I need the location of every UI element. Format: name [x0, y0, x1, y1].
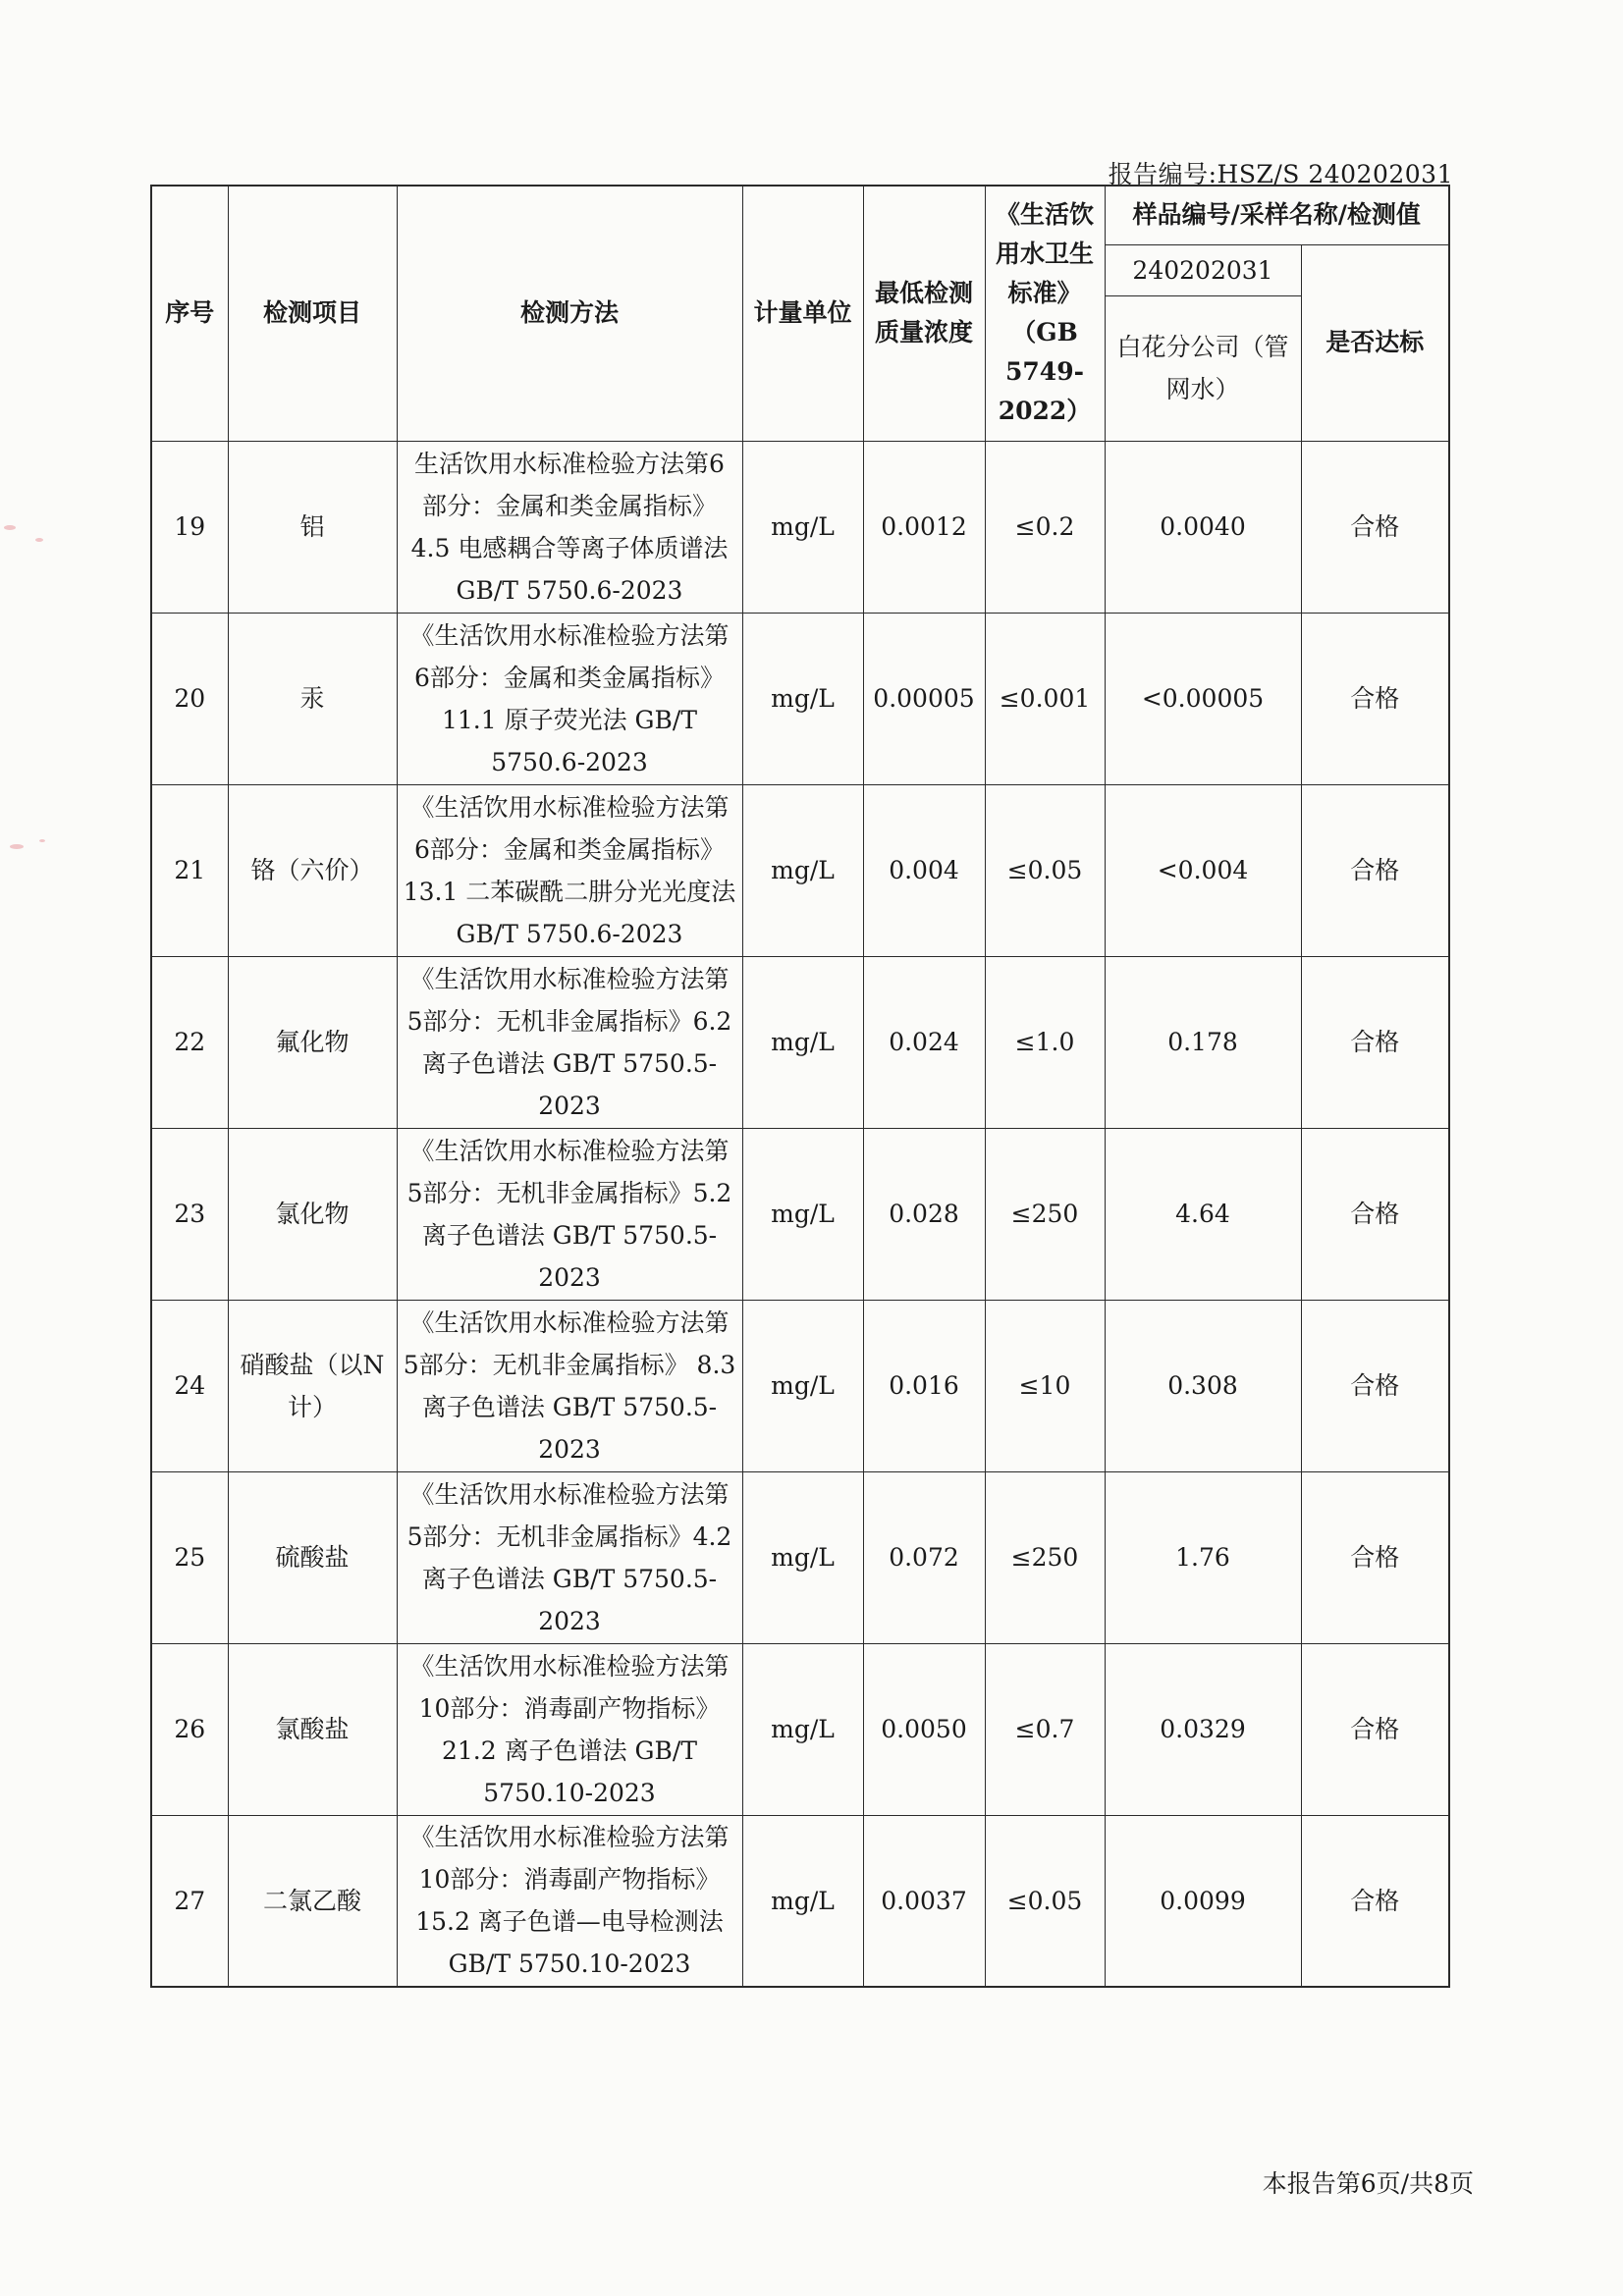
- table-row: [151, 1128, 1449, 1300]
- table-row: [151, 441, 1449, 613]
- row-min-conc: 0.072: [863, 1471, 985, 1643]
- scan-mark: [35, 538, 43, 542]
- row-item: 氟化物: [228, 956, 397, 1128]
- row-min-conc: 0.0037: [863, 1815, 985, 1987]
- row-pass: 合格: [1301, 1815, 1449, 1987]
- row-method: 《生活饮用水标准检验方法第6部分：金属和类金属指标》13.1 二苯碳酰二肼分光光度法 GB/T 5750.6-2023: [397, 784, 742, 956]
- row-value: 0.0040: [1105, 441, 1301, 613]
- row-item: 氯酸盐: [228, 1643, 397, 1815]
- row-pass: 合格: [1301, 1300, 1449, 1471]
- row-method: 生活饮用水标准检验方法第6部分：金属和类金属指标》4.5 电感耦合等离子体质谱法 GB/T 5750.6-2023: [397, 441, 742, 613]
- scan-mark: [4, 525, 16, 530]
- row-unit: mg/L: [742, 1815, 863, 1987]
- row-unit: mg/L: [742, 956, 863, 1128]
- row-min-conc: 0.028: [863, 1128, 985, 1300]
- row-min-conc: 0.00005: [863, 613, 985, 784]
- report-number: 报告编号:HSZ/S 240202031: [1108, 160, 1453, 188]
- row-min-conc: 0.024: [863, 956, 985, 1128]
- row-method: 《生活饮用水标准检验方法第5部分：无机非金属指标》6.2 离子色谱法 GB/T 5750.5-2023: [397, 956, 742, 1128]
- row-item: 汞: [228, 613, 397, 784]
- row-limit: ≤250: [985, 1471, 1105, 1643]
- row-method: 《生活饮用水标准检验方法第6部分：金属和类金属指标》11.1 原子荧光法 GB/T 5750.6-2023: [397, 613, 742, 784]
- row-unit: mg/L: [742, 613, 863, 784]
- row-seq: 27: [151, 1815, 228, 1987]
- row-limit: ≤0.001: [985, 613, 1105, 784]
- row-min-conc: 0.016: [863, 1300, 985, 1471]
- row-limit: ≤0.2: [985, 441, 1105, 613]
- row-limit: ≤0.05: [985, 784, 1105, 956]
- row-seq: 20: [151, 613, 228, 784]
- table-row: [151, 1643, 1449, 1815]
- row-value: 0.0329: [1105, 1643, 1301, 1815]
- row-limit: ≤0.05: [985, 1815, 1105, 1987]
- col-header-seq: 序号: [151, 186, 228, 441]
- row-min-conc: 0.0012: [863, 441, 985, 613]
- row-seq: 24: [151, 1300, 228, 1471]
- col-header-method: 检测方法: [397, 186, 742, 441]
- row-seq: 19: [151, 441, 228, 613]
- row-method: 《生活饮用水标准检验方法第10部分：消毒副产物指标》 15.2 离子色谱—电导检测法 GB/T 5750.10-2023: [397, 1815, 742, 1987]
- row-value: 0.0099: [1105, 1815, 1301, 1987]
- sample-id: 240202031: [1105, 244, 1301, 295]
- row-pass: 合格: [1301, 956, 1449, 1128]
- table-row: [151, 956, 1449, 1128]
- row-min-conc: 0.0050: [863, 1643, 985, 1815]
- row-limit: ≤10: [985, 1300, 1105, 1471]
- row-unit: mg/L: [742, 1300, 863, 1471]
- col-header-pass: 是否达标: [1301, 244, 1449, 441]
- row-unit: mg/L: [742, 1128, 863, 1300]
- row-value: <0.004: [1105, 784, 1301, 956]
- row-unit: mg/L: [742, 784, 863, 956]
- row-unit: mg/L: [742, 441, 863, 613]
- scan-mark: [10, 844, 24, 849]
- sample-name: 白花分公司（管网水）: [1105, 295, 1301, 441]
- row-min-conc: 0.004: [863, 784, 985, 956]
- row-value: 4.64: [1105, 1128, 1301, 1300]
- row-unit: mg/L: [742, 1471, 863, 1643]
- table-row: [151, 1815, 1449, 1987]
- row-item: 硝酸盐（以N计）: [228, 1300, 397, 1471]
- row-pass: 合格: [1301, 1643, 1449, 1815]
- row-pass: 合格: [1301, 441, 1449, 613]
- table-row: [151, 784, 1449, 956]
- row-unit: mg/L: [742, 1643, 863, 1815]
- row-seq: 23: [151, 1128, 228, 1300]
- scan-mark: [39, 839, 45, 842]
- col-header-item: 检测项目: [228, 186, 397, 441]
- row-value: 0.308: [1105, 1300, 1301, 1471]
- col-header-unit: 计量单位: [742, 186, 863, 441]
- row-seq: 26: [151, 1643, 228, 1815]
- table-row: [151, 1300, 1449, 1471]
- row-method: 《生活饮用水标准检验方法第5部分：无机非金属指标》4.2 离子色谱法 GB/T 5750.5-2023: [397, 1471, 742, 1643]
- row-value: 0.178: [1105, 956, 1301, 1128]
- col-header-sample-group: 样品编号/采样名称/检测值: [1105, 186, 1449, 244]
- table-row: [151, 613, 1449, 784]
- page-number: 本报告第6页/共8页: [1262, 2169, 1474, 2198]
- row-limit: ≤1.0: [985, 956, 1105, 1128]
- row-item: 氯化物: [228, 1128, 397, 1300]
- row-pass: 合格: [1301, 1128, 1449, 1300]
- row-item: 铬（六价）: [228, 784, 397, 956]
- row-seq: 22: [151, 956, 228, 1128]
- row-pass: 合格: [1301, 784, 1449, 956]
- row-method: 《生活饮用水标准检验方法第5部分：无机非金属指标》5.2 离子色谱法 GB/T 5750.5-2023: [397, 1128, 742, 1300]
- row-method: 《生活饮用水标准检验方法第10部分：消毒副产物指标》21.2 离子色谱法 GB/T 5750.10-2023: [397, 1643, 742, 1815]
- row-method: 《生活饮用水标准检验方法第5部分：无机非金属指标》 8.3 离子色谱法 GB/T 5750.5-2023: [397, 1300, 742, 1471]
- results-table: [150, 185, 1450, 1988]
- table-row: [151, 1471, 1449, 1643]
- row-value: 1.76: [1105, 1471, 1301, 1643]
- row-item: 二氯乙酸: [228, 1815, 397, 1987]
- col-header-standard: 《生活饮用水卫生标准》（GB 5749-2022）: [985, 186, 1105, 441]
- col-header-min-conc: 最低检测质量浓度: [863, 186, 985, 441]
- row-seq: 25: [151, 1471, 228, 1643]
- row-pass: 合格: [1301, 1471, 1449, 1643]
- row-seq: 21: [151, 784, 228, 956]
- row-pass: 合格: [1301, 613, 1449, 784]
- row-item: 硫酸盐: [228, 1471, 397, 1643]
- row-limit: ≤0.7: [985, 1643, 1105, 1815]
- row-item: 铝: [228, 441, 397, 613]
- row-limit: ≤250: [985, 1128, 1105, 1300]
- row-value: <0.00005: [1105, 613, 1301, 784]
